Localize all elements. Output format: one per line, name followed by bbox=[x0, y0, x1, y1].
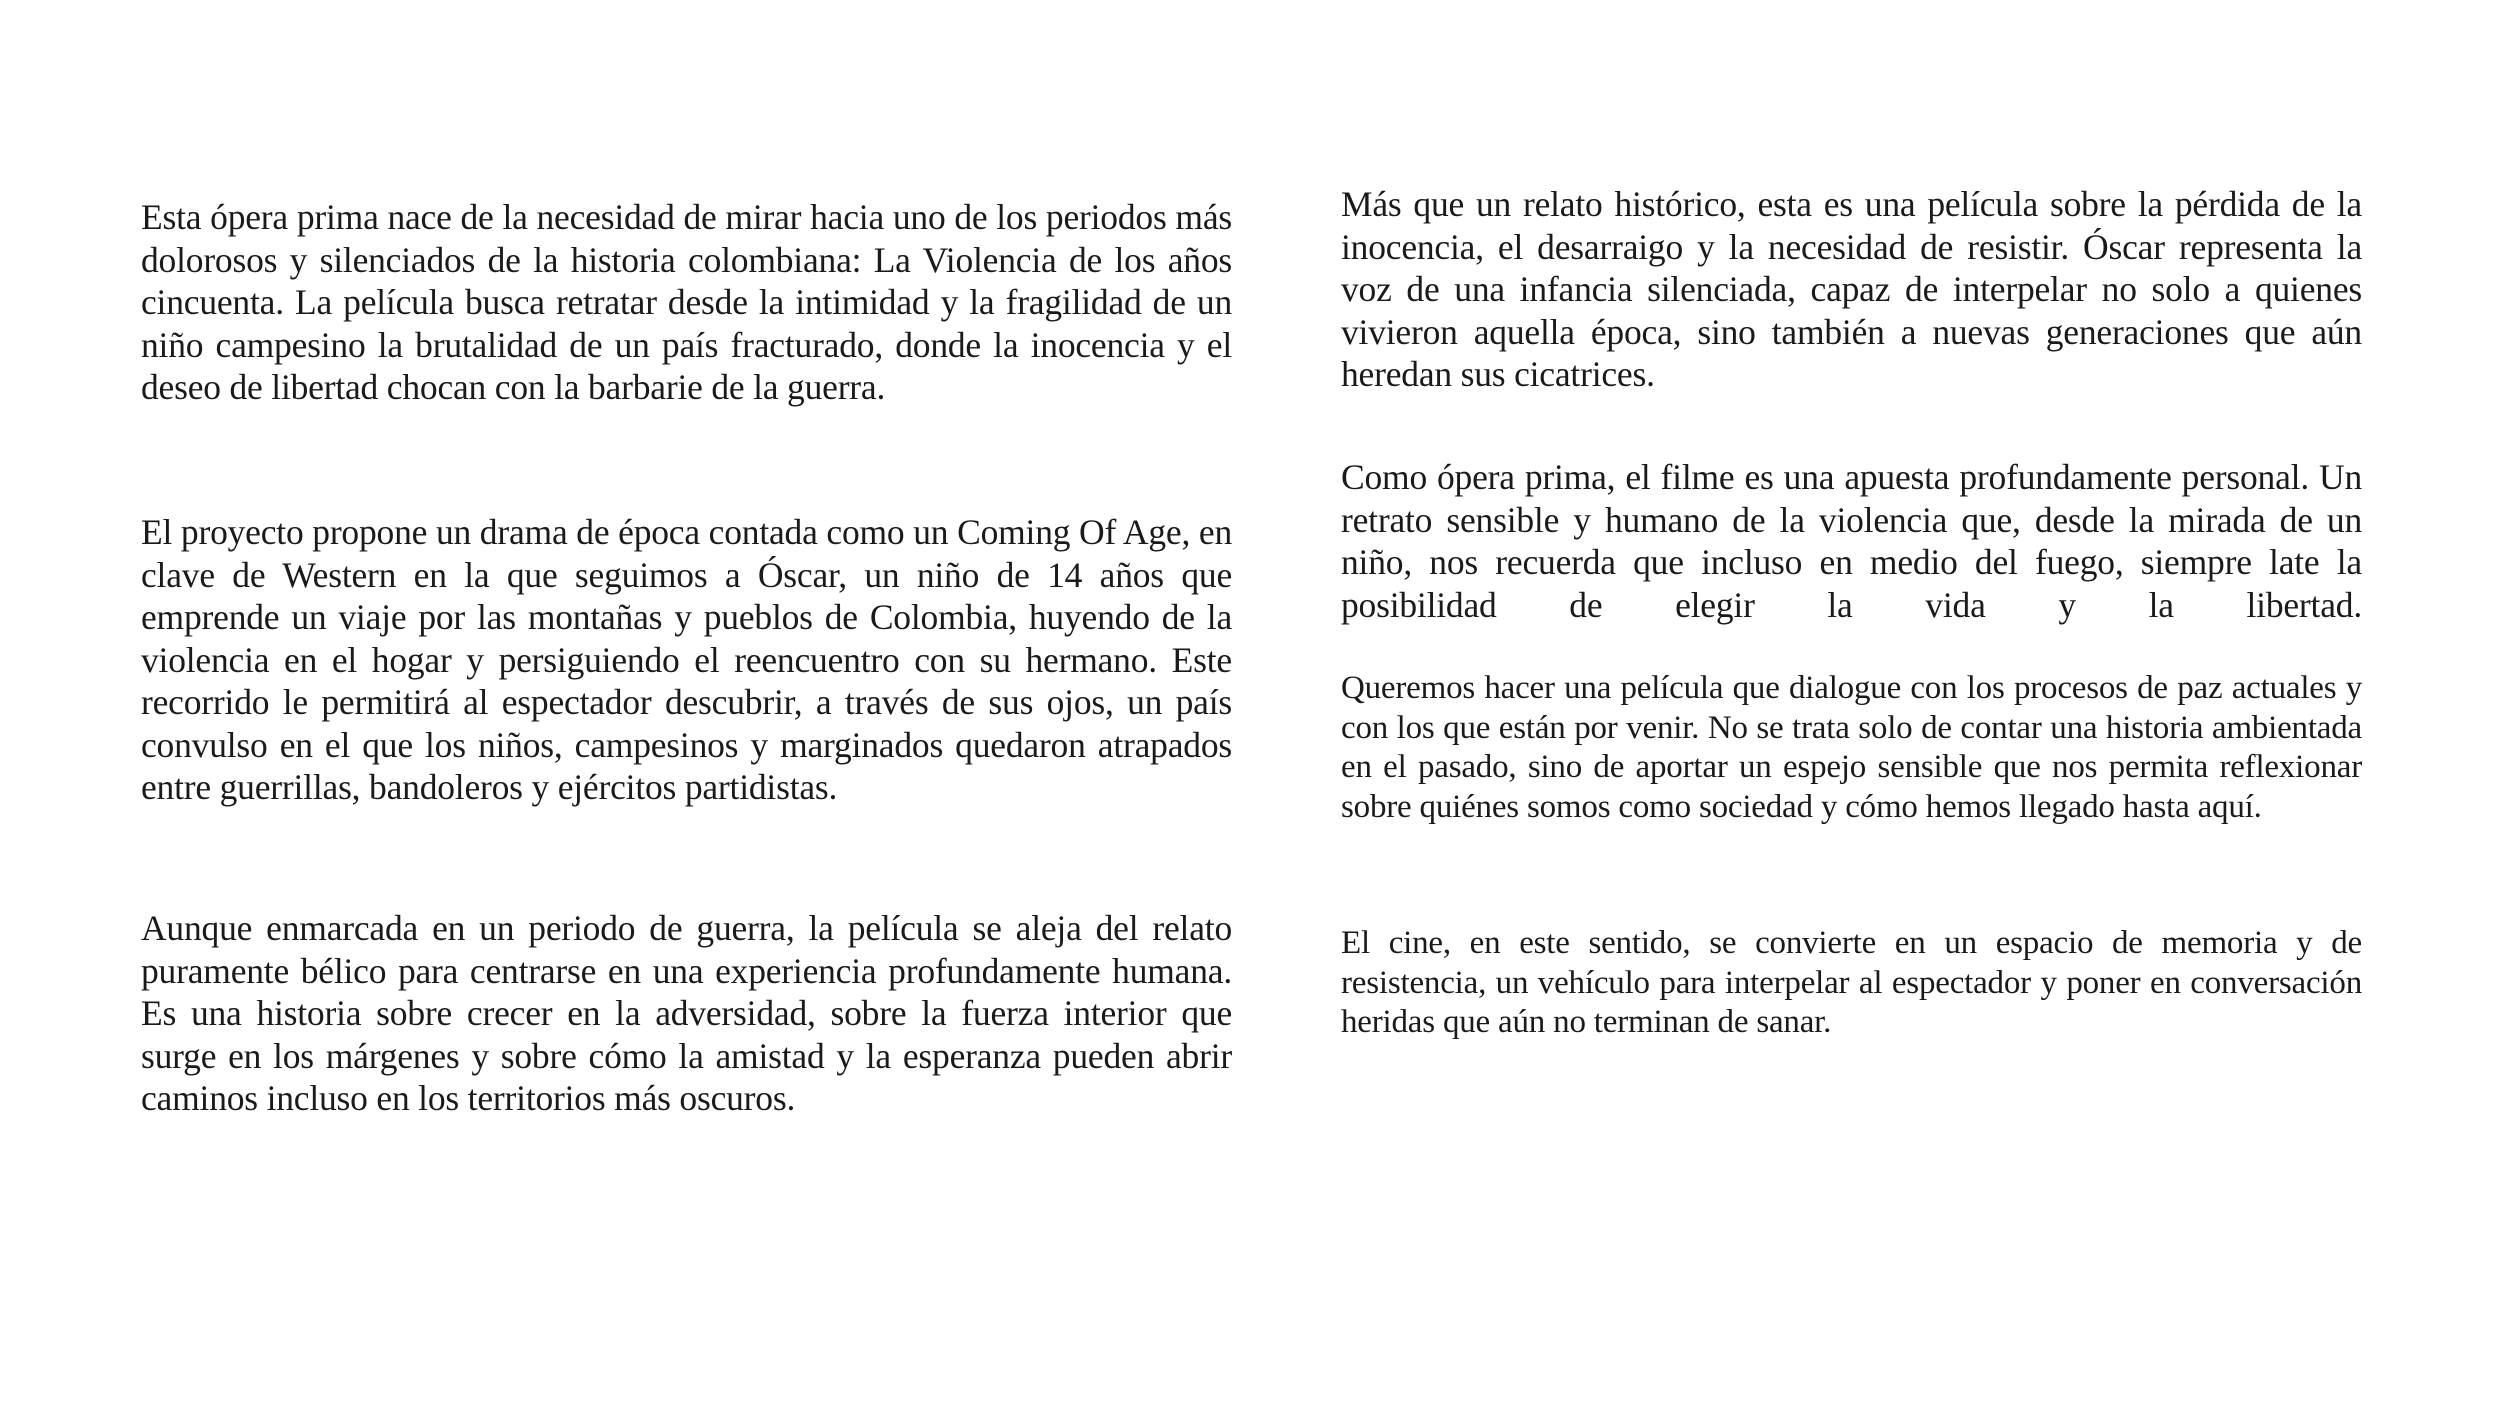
paragraph-peace-dialogue: Queremos hacer una película que dialogue con los procesos de paz actuales y con los que están por venir. No se trata solo de contar una historia ambientada en el pasado, sino de aportar un espejo sensible que nos permita reflexionar sobre quiénes somos como sociedad y cómo hemos llegado hasta aquí. bbox=[1341, 670, 2362, 825]
paragraph-personal-bet: Como ópera prima, el filme es una apuesta profundamente personal. Un retrato sensible y humano de la violencia que, desde la mirada de un niño, nos recuerda que incluso en medio del fuego, siempre late la posibilidad de elegir la vida y la libertad. bbox=[1341, 457, 2362, 625]
paragraph-cinema-memory: El cine, en este sentido, se convierte en un espacio de memoria y de resistencia, un vehículo para interpelar al espectador y poner en conversación heridas que aún no terminan de sanar. bbox=[1341, 925, 2362, 1040]
paragraph-human-experience: Aunque enmarcada en un periodo de guerra, la película se aleja del relato puramente bélico para centrarse en una experiencia profundamente humana. Es una historia sobre crecer en la adversidad, sobre la fuerza interior que surge en los márgenes y sobre cómo la amistad y la esperanza pueden abrir caminos incluso en los territorios más oscuros. bbox=[141, 908, 1232, 1118]
paragraph-intro: Esta ópera prima nace de la necesidad de mirar hacia uno de los periodos más dolorosos y silenciados de la historia colombiana: La Violencia de los años cincuenta. La película busca retratar desde la intimidad y la fragilidad de un niño campesino la brutalidad de un país fracturado, donde la inocencia y el deseo de libertad chocan con la barbarie de la guerra. bbox=[141, 197, 1232, 407]
paragraph-project: El proyecto propone un drama de época contada como un Coming Of Age, en clave de Western en la que seguimos a Óscar, un niño de 14 años que emprende un viaje por las montañas y pueblos de Colombia, huyendo de la violencia en el hogar y persiguiendo el reencuentro con su hermano. Este recorrido le permitirá al espectador descubrir, a través de sus ojos, un país convulso en el que los niños, campesinos y marginados quedaron atrapados entre guerrillas, bandoleros y ejércitos partidistas. bbox=[141, 512, 1232, 807]
paragraph-loss-of-innocence: Más que un relato histórico, esta es una película sobre la pérdida de la inocencia, el desarraigo y la necesidad de resistir. Óscar representa la voz de una infancia silenciada, capaz de interpelar no solo a quienes vivieron aquella época, sino también a nuevas generaciones que aún heredan sus cicatrices. bbox=[1341, 184, 2362, 394]
